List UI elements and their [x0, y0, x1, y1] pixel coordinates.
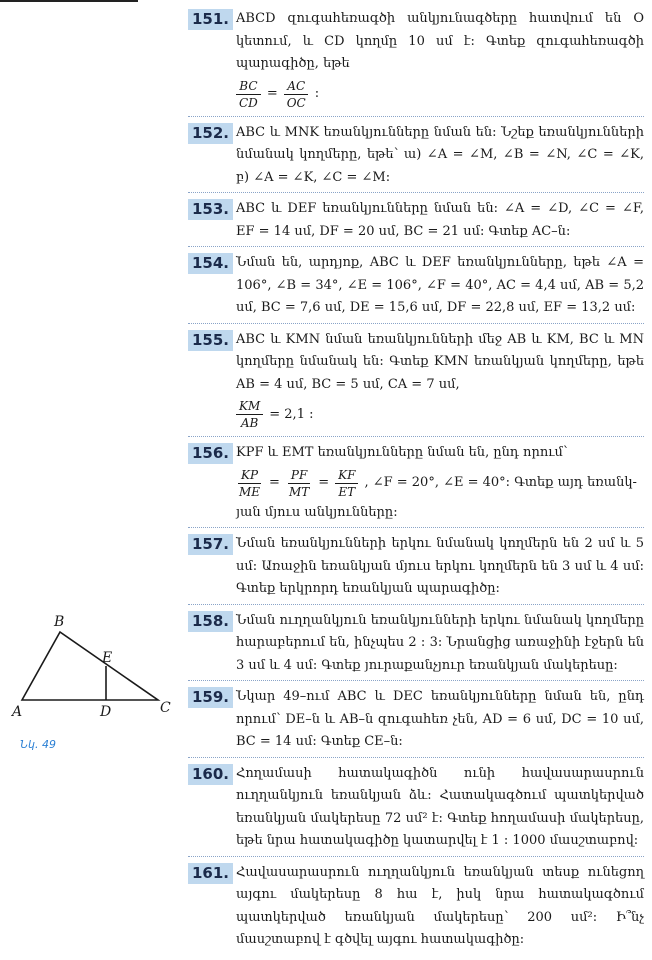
- problem-text: Հավասարասրուն ուղղանկյուն եռանկյան տեսք ունեցող այգու մակերեսը 8 հա է, իսկ նրա հատակագծում պատկերված եռանկյան մակերեսը՝ 200 սմ²: Ի՞նչ մասշտաբով է գծվել այգու հատակագիծը:: [236, 864, 644, 947]
- top-rule: [0, 0, 138, 2]
- problem-number: 155.: [188, 330, 233, 351]
- label-e: E: [102, 650, 113, 666]
- triangle-abc: [22, 632, 158, 700]
- figure-caption: Նկ. 49: [20, 738, 56, 751]
- problem-number: 157.: [188, 534, 233, 555]
- problem-number: 152.: [188, 123, 233, 144]
- problem-number: 153.: [188, 199, 233, 220]
- problem-160: [188, 763, 644, 857]
- problem-157: [188, 533, 644, 605]
- problem-number: 156.: [188, 443, 233, 464]
- problem-158: [188, 610, 644, 682]
- problem-156: [188, 442, 644, 528]
- formula: [236, 78, 644, 111]
- problem-155: [188, 329, 644, 438]
- problem-list: [188, 8, 644, 960]
- problem-number: 151.: [188, 9, 233, 30]
- problem-text: Նկար 49–ում ABC և DEC եռանկյունները նման են, ընդ որում՝ DE–ն և AB–ն զուգահեռ չեն, AD = 6 սմ, DC = 10 սմ, BC = 14 սմ: Գտեք CE–ն:: [236, 689, 644, 749]
- formula-tail: , ∠F = 20°, ∠E = 40°: Գտեք այդ եռանկ-: [364, 475, 637, 490]
- formula-tail: :: [314, 86, 320, 101]
- problem-number: 158.: [188, 611, 233, 632]
- problem-text: Նման են, արդյոք, ABC և DEF եռանկյունները, եթե ∠A = 106°, ∠B = 34°, ∠E = 106°, ∠F = 40°, AC = 4,4 սմ, AB = 5,2 սմ, BC = 7,6 սմ, DE = 15,6 սմ, DF = 22,8 սմ, EF = 13,2 սմ:: [236, 255, 644, 315]
- label-c: C: [160, 700, 171, 716]
- fraction: $\frac{BC}{CD}$: [236, 78, 261, 111]
- label-d: D: [100, 704, 112, 720]
- problem-152: [188, 122, 644, 194]
- problem-text-continued: յան մյուս անկյունները:: [236, 504, 398, 520]
- problem-text: ABC և DEF եռանկյունները նման են: ∠A = ∠D, ∠C = ∠F, EF = 14 սմ, DF = 20 սմ, BC = 21 սմ: Գտեք AC–ն:: [236, 201, 644, 239]
- equals: =: [318, 475, 330, 490]
- problem-text: KPF և EMT եռանկյունները նման են, ընդ որում՝: [236, 445, 568, 460]
- problem-159: [188, 686, 644, 758]
- fraction: $\frac{AC}{OC}$: [284, 78, 309, 111]
- problem-text: Նման եռանկյունների երկու նմանակ կողմերն են 2 սմ և 5 սմ: Առաջին եռանկյան մյուս երկու կողմերն են 3 սմ և 4 սմ: Գտեք երկրորդ եռանկյան պարագիծը:: [236, 536, 644, 596]
- problem-text: ABCD զուգահեռագծի անկյունագծերը հատվում են O կետում, և CD կողմը 10 սմ է: Գտեք զուգահեռագծի պարագիծը, եթե: [236, 11, 644, 71]
- label-b: B: [54, 614, 65, 630]
- fraction: $\frac{KP}{ME}$: [239, 467, 261, 499]
- formula: [236, 398, 644, 431]
- equals: =: [266, 86, 278, 101]
- fraction: $\frac{KF}{ET}$: [335, 467, 358, 500]
- problem-number: 161.: [188, 863, 233, 884]
- triangle-figure: [10, 612, 182, 722]
- formula: [236, 467, 644, 500]
- problem-text: Հողամասի հատակագիծն ունի հավասարասրուն ուղղանկյուն եռանկյան ձև: Հատակագծում պատկերված եռանկյան մակերեսը 72 սմ² է: Գտեք հողամասի մակերեսը, եթե նրա հատակագիծը կատարվել է 1 : 1000 մասշտաբով:: [236, 765, 644, 848]
- problem-text: ABC և KMN նման եռանկյունների մեջ AB և KM, BC և MN կողմերը նմանակ են: Գտեք KMN եռանկյան կողմերը, եթե AB = 4 սմ, BC = 5 սմ, CA = 7 սմ,: [236, 331, 644, 392]
- equals: =: [269, 475, 280, 490]
- problem-161: [188, 862, 644, 955]
- fraction: $\frac{PF}{MT}$: [288, 467, 310, 499]
- fraction: $\frac{KM}{AB}$: [236, 398, 263, 431]
- problem-154: [188, 252, 644, 324]
- label-a: A: [12, 704, 23, 720]
- problem-number: 160.: [188, 764, 233, 785]
- problem-text: Նման ուղղանկյուն եռանկյունների երկու նմանակ կողմերը հարաբերում են, ինչպես 2 : 3: Նրանցից առաջինի էջերն են 3 սմ և 4 սմ: Գտեք յուրաքանչյուր եռանկյան մակերեսը:: [236, 612, 644, 673]
- problem-number: 154.: [188, 253, 233, 274]
- problem-151: [188, 8, 644, 117]
- problem-153: [188, 198, 644, 247]
- problem-text: ABC և MNK եռանկյունները նման են: Նշեք եռանկյունների նմանակ կողմերը, եթե՝ ա) ∠A = ∠M, ∠B = ∠N, ∠C = ∠K, բ) ∠A = ∠K, ∠C = ∠M:: [236, 124, 644, 185]
- formula-tail: = 2,1 :: [269, 406, 314, 422]
- problem-number: 159.: [188, 687, 233, 708]
